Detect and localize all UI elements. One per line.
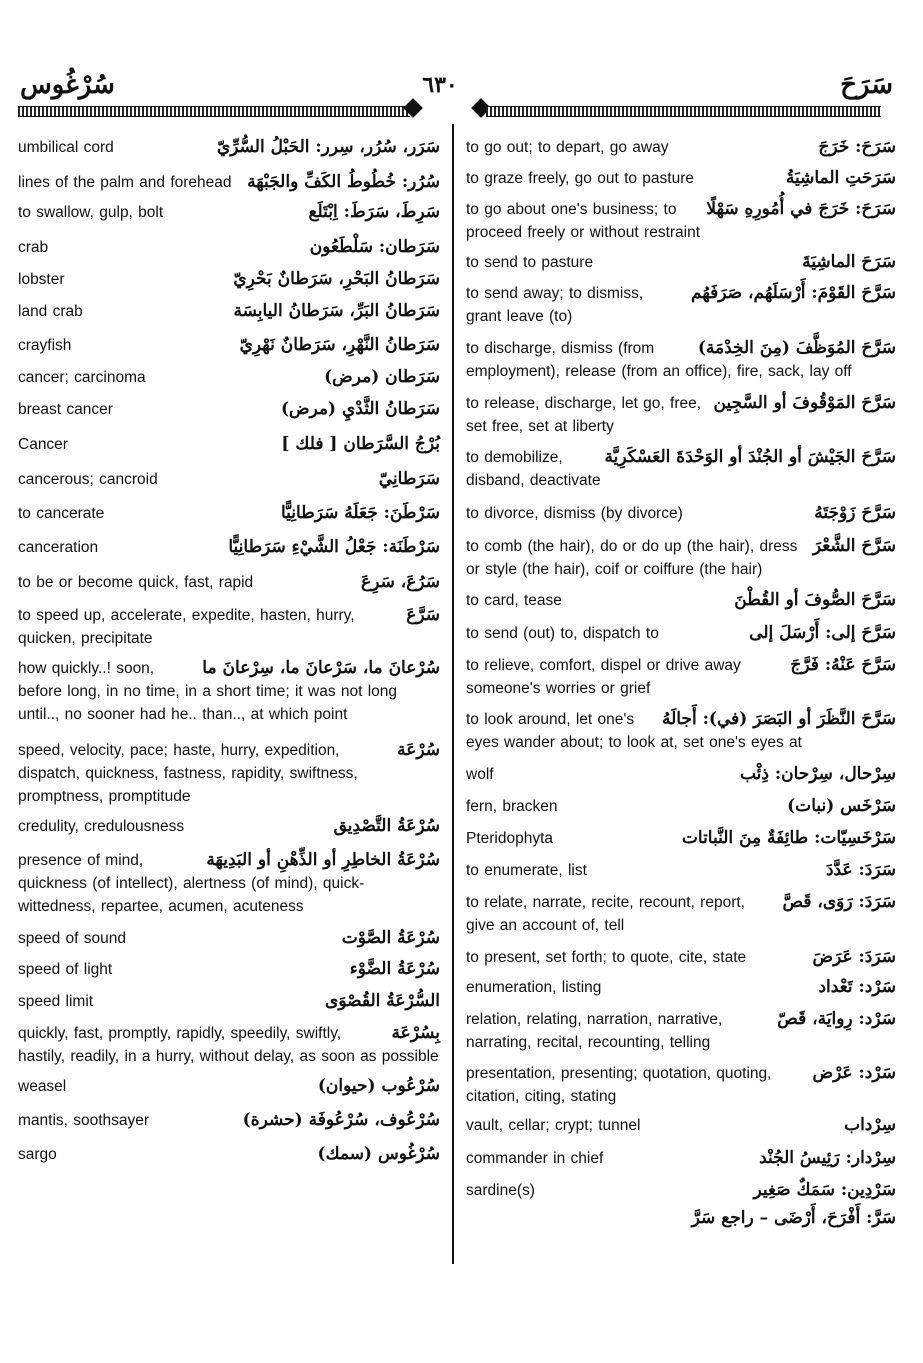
english-definition: to card, tease bbox=[466, 592, 562, 609]
arabic-headword: سَرَطانُ البَحْرِ، سَرَطانٌ بَحْرِيّ bbox=[233, 269, 440, 289]
english-definition: cancerous; cancroid bbox=[18, 471, 158, 488]
dictionary-entry bbox=[466, 1114, 896, 1137]
dictionary-entry bbox=[18, 502, 440, 525]
dictionary-entry bbox=[466, 946, 896, 969]
guide-word-first: سَرَحَ bbox=[840, 70, 893, 100]
english-definition: to go about one's business; to proceed freely or without restraint bbox=[466, 201, 701, 241]
dictionary-entry bbox=[18, 366, 440, 389]
english-definition: to look around, let one's eyes wander about; to look at, set one's eyes at bbox=[466, 711, 802, 751]
arabic-headword: بُرْجُ السَّرَطان [ فلك ] bbox=[281, 434, 440, 454]
arabic-headword: سَرَدَ: عَرَضَ bbox=[812, 947, 896, 967]
arabic-headword: بِسُرْعَة bbox=[391, 1023, 440, 1043]
arabic-headword: سَرُعَ، سَرِعَ bbox=[361, 572, 440, 592]
arabic-headword: سَرَّحَ الصُّوفَ أو القُطْنَ bbox=[734, 590, 896, 610]
arabic-headword: سَرَّحَ المَوْقُوفَ أو السَّجِين bbox=[713, 393, 896, 413]
arabic-headword: سَرَّعَ bbox=[406, 605, 440, 625]
dictionary-entry bbox=[466, 502, 896, 525]
english-definition: weasel bbox=[18, 1078, 67, 1095]
english-definition: crayfish bbox=[18, 337, 72, 354]
arabic-headword: سَرْد: تَعْداد bbox=[818, 977, 896, 997]
english-definition: to demobilize, disband, deactivate bbox=[466, 449, 601, 489]
english-definition: relation, relating, narration, narrative, narrating, recital, recounting, telling bbox=[466, 1011, 723, 1051]
arabic-headword: سَرَّحَ عَنْهُ: فَرَّجَ bbox=[790, 655, 896, 675]
english-definition: umbilical cord bbox=[18, 139, 114, 156]
dictionary-entry bbox=[466, 282, 896, 328]
english-definition: wolf bbox=[466, 766, 494, 783]
arabic-headword: سَرَحَ الماشِيَةَ bbox=[802, 252, 896, 272]
page-header bbox=[0, 0, 923, 130]
arabic-headword: سَرَطانِيّ bbox=[378, 469, 440, 489]
arabic-headword: سَرَحَتِ الماشِيَةُ bbox=[785, 168, 896, 188]
english-definition: sardine(s) bbox=[466, 1182, 535, 1199]
arabic-headword: سَرَّحَ الجَيْشَ أو الجُنْدَ أو الوَحْدَةَ العَسْكَرِيَّة bbox=[604, 447, 896, 467]
dictionary-entry bbox=[466, 1179, 896, 1202]
english-definition: enumeration, listing bbox=[466, 979, 602, 996]
arabic-headword: سُرْعَة bbox=[397, 740, 440, 760]
dictionary-entry bbox=[466, 392, 896, 438]
english-definition: cancer; carcinoma bbox=[18, 369, 146, 386]
arabic-headword: سَرَّحَ القَوْمَ: أَرْسَلَهُم، صَرَفَهُم bbox=[691, 283, 896, 303]
dictionary-entry bbox=[18, 398, 440, 421]
dictionary-entry bbox=[466, 622, 896, 645]
english-definition: Cancer bbox=[18, 436, 68, 453]
arabic-headword: سَرَّحَ النَّظَرَ أو البَصَرَ (في): أَجالَهُ bbox=[662, 709, 896, 729]
arabic-headword: سُرْغُوس (سمك) bbox=[317, 1144, 440, 1164]
dictionary-entry bbox=[18, 571, 440, 594]
dictionary-column-left bbox=[18, 130, 440, 1166]
arabic-headword: سُرْعُوب (حيوان) bbox=[317, 1076, 440, 1096]
english-definition: quickly, fast, promptly, rapidly, speedily, swiftly, hastily, readily, in a hurry, without delay, as soon as possible bbox=[18, 1025, 439, 1065]
arabic-headword: سِرْداب bbox=[844, 1115, 896, 1135]
english-definition: to send away; to dismiss, grant leave (to) bbox=[466, 285, 644, 325]
dictionary-entry bbox=[18, 136, 440, 159]
arabic-headword: سَرْد: رِوايَة، قَصّ bbox=[777, 1009, 896, 1029]
english-definition: to divorce, dismiss (by divorce) bbox=[466, 505, 683, 522]
english-definition: speed, velocity, pace; haste, hurry, expedition, dispatch, quickness, fastness, rapidity, swiftness, promptness, promptitude bbox=[18, 742, 358, 805]
english-definition: canceration bbox=[18, 539, 99, 556]
english-definition: to send to pasture bbox=[466, 254, 594, 271]
dictionary-entry bbox=[18, 1109, 440, 1132]
english-definition: Pteridophyta bbox=[466, 830, 554, 847]
english-definition: vault, cellar; crypt; tunnel bbox=[466, 1117, 641, 1134]
arabic-headword: سَرَطان: سَلْطَعُون bbox=[309, 237, 440, 257]
english-definition: to speed up, accelerate, expedite, hasten, hurry, quicken, precipitate bbox=[18, 607, 355, 647]
arabic-headword: سَرَطان (مرض) bbox=[324, 367, 440, 387]
arabic-headword: سُرْعَةُ الخاطِرِ أو الذِّهْنِ أو البَدِيهَة bbox=[206, 850, 440, 870]
arabic-headword: سَرْد: عَرْض bbox=[812, 1063, 896, 1083]
arabic-headword: سَرْطَنَة: جَعْلُ الشَّيْءِ سَرَطانِيًّا bbox=[228, 537, 440, 557]
dictionary-entry bbox=[18, 236, 440, 259]
english-definition: speed of light bbox=[18, 961, 113, 978]
english-definition: to discharge, dismiss (from employment), release (from an office), fire, sack, lay off bbox=[466, 340, 852, 380]
dictionary-entry bbox=[18, 468, 440, 491]
arabic-headword: سِرْحال، سِرْحان: ذِئْب bbox=[739, 764, 896, 784]
dictionary-entry bbox=[466, 827, 896, 850]
dictionary-entry bbox=[18, 604, 440, 650]
arabic-headword: سَرِطَ، سَرَطَ: اِبْتَلَع bbox=[308, 202, 440, 222]
arabic-headword: سِرْدار: رَئِيسُ الجُنْد bbox=[759, 1148, 896, 1168]
english-definition: mantis, soothsayer bbox=[18, 1112, 150, 1129]
english-definition: how quickly..! soon, before long, in no time, in a short time; it was not long until.., no sooner had he.. than.., at which point bbox=[18, 660, 398, 723]
dictionary-entry bbox=[466, 976, 896, 999]
english-definition: to swallow, gulp, bolt bbox=[18, 204, 164, 221]
english-definition: speed of sound bbox=[18, 930, 127, 947]
english-definition: to comb (the hair), do or do up (the hair), dress or style (the hair), coif or coiffure (the hair) bbox=[466, 538, 798, 578]
arabic-headword: سَرَدَ: رَوَى، قَصَّ bbox=[782, 892, 896, 912]
dictionary-entry bbox=[466, 795, 896, 818]
arabic-headword: سَرَّحَ إلى: أَرْسَلَ إلى bbox=[749, 623, 896, 643]
arabic-headword: سَرَر، سُرُر، سِرر: الحَبْلُ السُّرِّيّ bbox=[216, 137, 440, 157]
header-rule-left bbox=[18, 106, 410, 117]
dictionary-entry bbox=[466, 859, 896, 882]
arabic-headword: سَرْخَسِيّات: طائِفَةٌ مِنَ النَّباتات bbox=[681, 828, 896, 848]
dictionary-entry bbox=[466, 763, 896, 786]
arabic-headword: سَرَّحَ زَوْجَتَهُ bbox=[814, 503, 896, 523]
dictionary-entry bbox=[18, 657, 440, 726]
english-definition: presentation, presenting; quotation, quoting, citation, citing, stating bbox=[466, 1065, 772, 1105]
dictionary-entry bbox=[18, 958, 440, 981]
dictionary-entry bbox=[18, 433, 440, 456]
english-definition: lobster bbox=[18, 271, 65, 288]
english-definition: to release, discharge, let go, free, set free, set at liberty bbox=[466, 395, 702, 435]
english-definition: sargo bbox=[18, 1146, 57, 1163]
dictionary-entry bbox=[18, 1022, 440, 1068]
english-definition: to relate, narrate, recite, recount, report, give an account of, tell bbox=[466, 894, 745, 934]
guide-word-last: سُرْغُوس bbox=[20, 70, 115, 100]
dictionary-entry bbox=[466, 589, 896, 612]
dictionary-entry bbox=[18, 536, 440, 559]
column-divider bbox=[452, 124, 454, 1264]
english-definition: to go out; to depart, go away bbox=[466, 139, 669, 156]
arabic-headword: سَرَدَ: عَدَّدَ bbox=[825, 860, 896, 880]
dictionary-entry bbox=[466, 1147, 896, 1170]
dictionary-entry bbox=[466, 251, 896, 274]
english-definition: fern, bracken bbox=[466, 798, 558, 815]
arabic-headword: سُرْعَةُ الضَّوْء bbox=[349, 959, 440, 979]
english-definition: to send (out) to, dispatch to bbox=[466, 625, 659, 642]
dictionary-entry bbox=[466, 1008, 896, 1054]
dictionary-entry bbox=[466, 535, 896, 581]
english-definition: commander in chief bbox=[466, 1150, 604, 1167]
arabic-headword: سُرْعانَ ما، سَرْعانَ ما، سِرْعانَ ما bbox=[202, 658, 440, 678]
arabic-headword: سَرْطَنَ: جَعَلَهُ سَرَطانِيًّا bbox=[280, 503, 440, 523]
english-definition: to cancerate bbox=[18, 505, 105, 522]
arabic-headword: سَرَطانُ البَرِّ، سَرَطانُ اليابِسَة bbox=[233, 301, 440, 321]
dictionary-entry bbox=[466, 337, 896, 383]
english-definition: to graze freely, go out to pasture bbox=[466, 170, 695, 187]
dictionary-column-right bbox=[466, 130, 896, 1230]
header-rule-right bbox=[486, 106, 881, 117]
english-definition: speed limit bbox=[18, 993, 94, 1010]
dictionary-entry bbox=[466, 446, 896, 492]
dictionary-entry bbox=[466, 198, 896, 244]
dictionary-entry bbox=[466, 654, 896, 700]
dictionary-entry bbox=[466, 136, 896, 159]
arabic-headword: سَرَّ: أَفْرَحَ، أَرْضَى – راجع سَرَّ bbox=[691, 1208, 896, 1228]
dictionary-entry bbox=[466, 891, 896, 937]
arabic-headword: سَرْدِين: سَمَكٌ صَغِير bbox=[753, 1180, 896, 1200]
arabic-headword: سَرَّحَ المُوَظَّفَ (مِنَ الخِدْمَة) bbox=[697, 338, 896, 358]
arabic-headword: سَرَحَ: خَرَجَ في أُمُورِهِ سَهْلًا bbox=[706, 199, 896, 219]
arabic-headword: سَرَطانُ النَّهْرِ، سَرَطانٌ نَهْرِيّ bbox=[239, 335, 440, 355]
arabic-headword: سَرْخَس (نبات) bbox=[787, 796, 896, 816]
dictionary-entry bbox=[18, 927, 440, 950]
dictionary-entry bbox=[18, 815, 440, 838]
dictionary-entry bbox=[18, 1143, 440, 1166]
dictionary-entry bbox=[18, 334, 440, 357]
dictionary-entry bbox=[466, 708, 896, 754]
english-definition: breast cancer bbox=[18, 401, 113, 418]
dictionary-entry bbox=[18, 171, 440, 194]
dictionary-entry bbox=[18, 990, 440, 1013]
dictionary-entry bbox=[466, 167, 896, 190]
english-definition: to present, set forth; to quote, cite, state bbox=[466, 949, 747, 966]
dictionary-entry bbox=[18, 849, 440, 918]
english-definition: to relieve, comfort, dispel or drive away someone's worries or grief bbox=[466, 657, 741, 697]
dictionary-entry bbox=[18, 739, 440, 808]
english-definition: lines of the palm and forehead bbox=[18, 174, 232, 191]
english-definition: to be or become quick, fast, rapid bbox=[18, 574, 254, 591]
dictionary-entry bbox=[18, 201, 440, 224]
arabic-headword: سُرُر: خُطُوطُ الكَفِّ والجَبْهَة bbox=[247, 172, 440, 192]
english-definition: credulity, credulousness bbox=[18, 818, 185, 835]
page-number: ٦٣٠ bbox=[422, 72, 458, 98]
arabic-headword: سُرْعَةُ الصَّوْت bbox=[341, 928, 440, 948]
english-definition: crab bbox=[18, 239, 49, 256]
arabic-headword: سُرْعَةُ التَّصْدِيق bbox=[333, 816, 440, 836]
dictionary-entry bbox=[18, 300, 440, 323]
dictionary-entry bbox=[18, 1075, 440, 1098]
arabic-headword: سَرَحَ: خَرَجَ bbox=[818, 137, 896, 157]
arabic-headword: سُرْعُوف، سُرْعُوفَة (حشرة) bbox=[242, 1110, 440, 1130]
arabic-headword: سَرَّحَ الشَّعْرَ bbox=[812, 536, 896, 556]
english-definition: land crab bbox=[18, 303, 83, 320]
english-definition: presence of mind, quickness (of intellect), alertness (of mind), quick-wittedness, repartee, acumen, acuteness bbox=[18, 852, 365, 915]
dictionary-entry bbox=[18, 268, 440, 291]
dictionary-entry bbox=[466, 1062, 896, 1108]
english-definition: to enumerate, list bbox=[466, 862, 587, 879]
arabic-headword: السُّرْعَةُ القُصْوَى bbox=[325, 991, 440, 1011]
arabic-headword: سَرَطانُ الثَّدْيِ (مرض) bbox=[280, 399, 440, 419]
